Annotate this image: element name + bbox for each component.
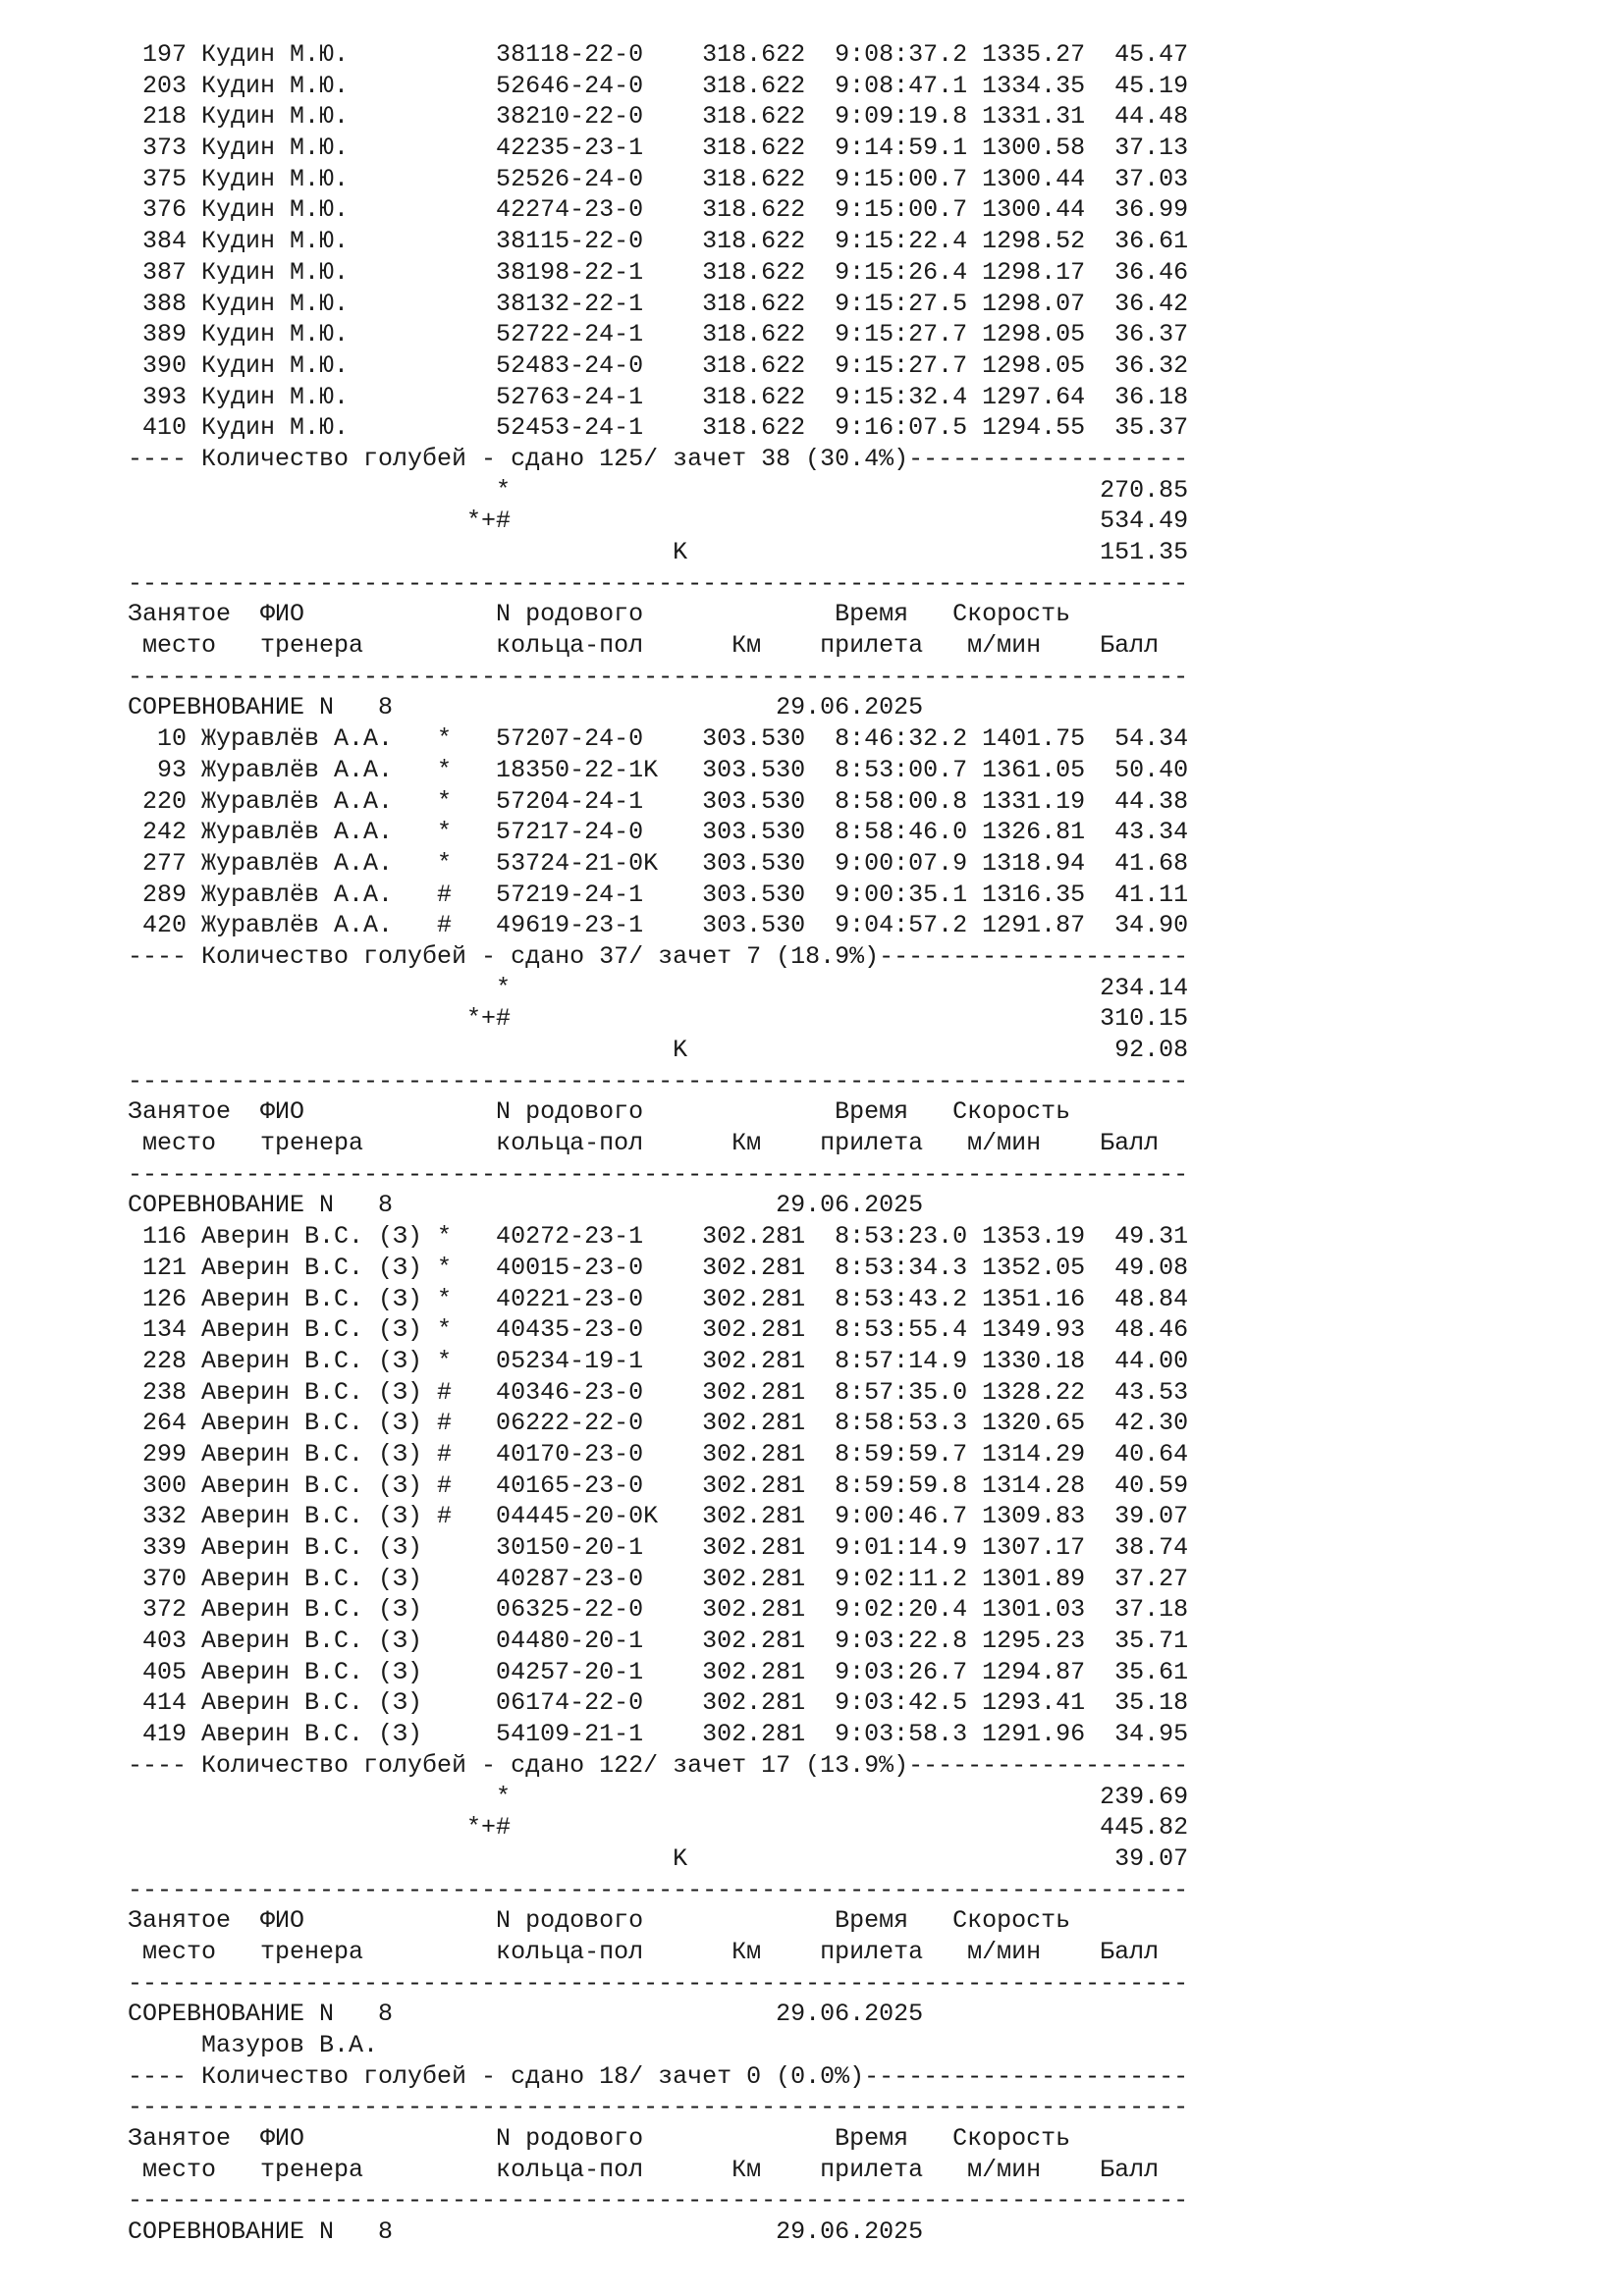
total-star: * 239.69 [128,1782,1189,1811]
column-header-row-2: место тренера кольца-пол Км прилета м/мин Балл [128,1129,1160,1158]
divider: ------------------------------------------------------------------------ [128,2186,1189,2216]
total-k: K 39.07 [128,1843,1189,1873]
result-row: 373 Кудин М.Ю. 42235-23-1 318.622 9:14:59.1 1300.58 37.13 [128,133,1189,163]
result-row: 376 Кудин М.Ю. 42274-23-0 318.622 9:15:00.7 1300.44 36.99 [128,195,1189,225]
result-row: 372 Аверин В.С. (З) 06325-22-0 302.281 9:02:20.4 1301.03 37.18 [128,1595,1189,1625]
result-row: 289 Журавлёв А.А. # 57219-24-1 303.530 9:00:35.1 1316.35 41.11 [128,880,1189,909]
total-star-plus-hash: *+# 445.82 [128,1813,1189,1842]
result-row: 277 Журавлёв А.А. * 53724-21-0K 303.530 9:00:07.9 1318.94 41.68 [128,848,1189,878]
result-row: 10 Журавлёв А.А. * 57207-24-0 303.530 8:46:32.2 1401.75 54.34 [128,724,1189,754]
result-row: 339 Аверин В.С. (З) 30150-20-1 302.281 9:01:14.9 1307.17 38.74 [128,1533,1189,1562]
result-row: 419 Аверин В.С. (З) 54109-21-1 302.281 9:03:58.3 1291.96 34.95 [128,1720,1189,1749]
result-row: 405 Аверин В.С. (З) 04257-20-1 302.281 9:03:26.7 1294.87 35.61 [128,1657,1189,1686]
result-row: 264 Аверин В.С. (З) # 06222-22-0 302.281 8:58:53.3 1320.65 42.30 [128,1409,1189,1438]
result-row: 121 Аверин В.С. (З) * 40015-23-0 302.281 8:53:34.3 1352.05 49.08 [128,1253,1189,1282]
column-header-row-1: Занятое ФИО N родового Время Скорость [128,1097,1071,1127]
result-row: 93 Журавлёв А.А. * 18350-22-1K 303.530 8:53:00.7 1361.05 50.40 [128,755,1189,784]
total-star: * 270.85 [128,475,1189,505]
column-header-row-2: место тренера кольца-пол Км прилета м/мин Балл [128,2155,1160,2184]
divider: ------------------------------------------------------------------------ [128,568,1189,598]
result-row: 370 Аверин В.С. (З) 40287-23-0 302.281 9:02:11.2 1301.89 37.27 [128,1564,1189,1593]
column-header-row-2: место тренера кольца-пол Км прилета м/мин Балл [128,631,1160,661]
result-row: 300 Аверин В.С. (З) # 40165-23-0 302.281 8:59:59.8 1314.28 40.59 [128,1470,1189,1500]
result-row: 203 Кудин М.Ю. 52646-24-0 318.622 9:08:47.1 1334.35 45.19 [128,71,1189,100]
result-row: 389 Кудин М.Ю. 52722-24-1 318.622 9:15:27.7 1298.05 36.37 [128,320,1189,349]
results-printout [128,39,1188,2248]
pigeon-count-summary: ---- Количество голубей - сдано 37/ зачет 7 (18.9%)--------------------- [128,941,1189,971]
result-row: 388 Кудин М.Ю. 38132-22-1 318.622 9:15:27.5 1298.07 36.42 [128,289,1189,318]
divider: ------------------------------------------------------------------------ [128,662,1189,691]
column-header-row-2: место тренера кольца-пол Км прилета м/мин Балл [128,1937,1160,1966]
total-k: K 151.35 [128,538,1189,566]
result-row: 218 Кудин М.Ю. 38210-22-0 318.622 9:09:19.8 1331.31 44.48 [128,102,1189,132]
result-row: 332 Аверин В.С. (З) # 04445-20-0K 302.281 9:00:46.7 1309.83 39.07 [128,1502,1189,1531]
divider: ------------------------------------------------------------------------ [128,1066,1189,1095]
result-row: 220 Журавлёв А.А. * 57204-24-1 303.530 8:58:00.8 1331.19 44.38 [128,786,1189,816]
result-row: 197 Кудин М.Ю. 38118-22-0 318.622 9:08:37.2 1335.27 45.47 [128,40,1189,69]
competition-heading: СОРЕВНОВАНИЕ N 8 29.06.2025 [128,1191,924,1220]
result-row: 393 Кудин М.Ю. 52763-24-1 318.622 9:15:32.4 1297.64 36.18 [128,382,1189,411]
total-k: K 92.08 [128,1036,1189,1064]
result-row: 410 Кудин М.Ю. 52453-24-1 318.622 9:16:07.5 1294.55 35.37 [128,413,1189,443]
pigeon-count-summary: ---- Количество голубей - сдано 18/ зачет 0 (0.0%)---------------------- [128,2061,1189,2091]
total-star: * 234.14 [128,973,1189,1002]
total-star-plus-hash: *+# 534.49 [128,507,1189,536]
result-row: 242 Журавлёв А.А. * 57217-24-0 303.530 8:58:46.0 1326.81 43.34 [128,818,1189,847]
trainer-name: Мазуров В.А. [128,2031,379,2059]
pigeon-count-summary: ---- Количество голубей - сдано 122/ зачет 17 (13.9%)------------------- [128,1750,1189,1780]
result-row: 420 Журавлёв А.А. # 49619-23-1 303.530 9:04:57.2 1291.87 34.90 [128,911,1189,940]
divider: ------------------------------------------------------------------------ [128,2093,1189,2122]
divider: ------------------------------------------------------------------------ [128,1968,1189,1998]
competition-heading: СОРЕВНОВАНИЕ N 8 29.06.2025 [128,2217,924,2247]
result-row: 384 Кудин М.Ю. 38115-22-0 318.622 9:15:22.4 1298.52 36.61 [128,227,1189,256]
total-star-plus-hash: *+# 310.15 [128,1004,1189,1034]
result-row: 134 Аверин В.С. (З) * 40435-23-0 302.281 8:53:55.4 1349.93 48.46 [128,1315,1189,1345]
result-row: 116 Аверин В.С. (З) * 40272-23-1 302.281 8:53:23.0 1353.19 49.31 [128,1222,1189,1252]
divider: ------------------------------------------------------------------------ [128,1159,1189,1189]
divider: ------------------------------------------------------------------------ [128,1875,1189,1904]
result-row: 414 Аверин В.С. (З) 06174-22-0 302.281 9:03:42.5 1293.41 35.18 [128,1688,1189,1718]
result-row: 238 Аверин В.С. (З) # 40346-23-0 302.281 8:57:35.0 1328.22 43.53 [128,1377,1189,1407]
result-row: 375 Кудин М.Ю. 52526-24-0 318.622 9:15:00.7 1300.44 37.03 [128,164,1189,193]
competition-heading: СОРЕВНОВАНИЕ N 8 29.06.2025 [128,693,924,722]
competition-heading: СОРЕВНОВАНИЕ N 8 29.06.2025 [128,2000,924,2029]
pigeon-count-summary: ---- Количество голубей - сдано 125/ зачет 38 (30.4%)------------------- [128,444,1189,473]
column-header-row-1: Занятое ФИО N родового Время Скорость [128,1906,1071,1936]
result-row: 299 Аверин В.С. (З) # 40170-23-0 302.281 8:59:59.7 1314.29 40.64 [128,1439,1189,1468]
result-row: 387 Кудин М.Ю. 38198-22-1 318.622 9:15:26.4 1298.17 36.46 [128,257,1189,287]
result-row: 228 Аверин В.С. (З) * 05234-19-1 302.281 8:57:14.9 1330.18 44.00 [128,1346,1189,1375]
result-row: 403 Аверин В.С. (З) 04480-20-1 302.281 9:03:22.8 1295.23 35.71 [128,1627,1189,1656]
column-header-row-1: Занятое ФИО N родового Время Скорость [128,2124,1071,2154]
column-header-row-1: Занятое ФИО N родового Время Скорость [128,600,1071,629]
result-row: 126 Аверин В.С. (З) * 40221-23-0 302.281 8:53:43.2 1351.16 48.84 [128,1284,1189,1313]
result-row: 390 Кудин М.Ю. 52483-24-0 318.622 9:15:27.7 1298.05 36.32 [128,350,1189,380]
